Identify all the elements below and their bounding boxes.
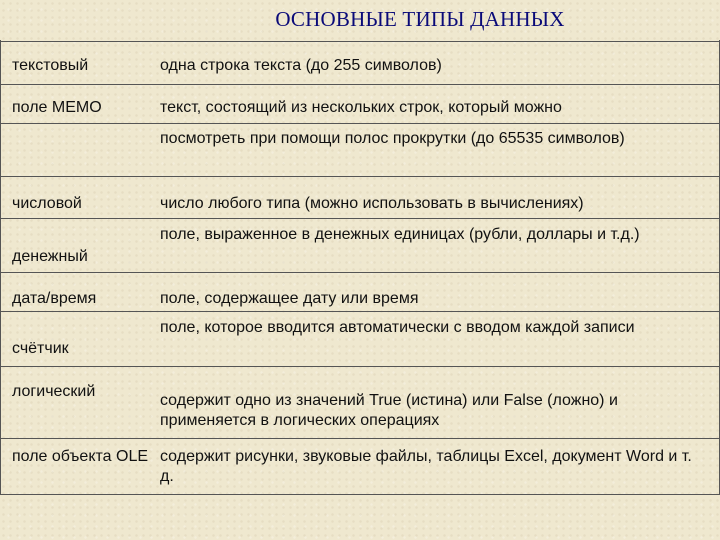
divider xyxy=(0,272,720,273)
desc-logical: содержит одно из значений True (истина) или False (ложно) и применяется в логических операциях xyxy=(160,392,618,429)
divider xyxy=(0,438,720,439)
desc-currency: поле, выраженное в денежных единицах (рубли, доллары и т.д.) xyxy=(160,226,640,243)
desc-counter: поле, которое вводится автоматически с вводом каждой записи xyxy=(160,319,635,336)
type-text: текстовый xyxy=(12,57,89,74)
desc-number: число любого типа (можно использовать в вычислениях) xyxy=(160,195,584,212)
divider xyxy=(0,41,720,42)
divider xyxy=(0,84,720,85)
divider xyxy=(0,366,720,367)
type-counter: счётчик xyxy=(12,340,69,357)
desc-memo-cont: посмотреть при помощи полос прокрутки (до 65535 символов) xyxy=(160,130,625,147)
type-currency: денежный xyxy=(12,248,88,265)
divider xyxy=(0,218,720,219)
divider xyxy=(0,123,720,124)
divider xyxy=(0,494,720,495)
type-memo: поле МЕМО xyxy=(12,99,102,116)
divider xyxy=(0,176,720,177)
desc-ole: содержит рисунки, звуковые файлы, таблицы Excel, документ Word и т. д. xyxy=(160,448,692,485)
divider xyxy=(0,311,720,312)
type-datetime: дата/время xyxy=(12,290,97,307)
type-ole: поле объекта OLE xyxy=(12,448,149,465)
table-frame-left xyxy=(0,40,1,495)
desc-text: одна строка текста (до 255 символов) xyxy=(160,57,442,74)
page-title: ОСНОВНЫЕ ТИПЫ ДАННЫХ xyxy=(275,7,565,31)
type-logical: логический xyxy=(12,383,96,400)
type-number: числовой xyxy=(12,195,82,212)
desc-memo: текст, состоящий из нескольких строк, который можно xyxy=(160,99,562,116)
desc-datetime: поле, содержащее дату или время xyxy=(160,290,419,307)
